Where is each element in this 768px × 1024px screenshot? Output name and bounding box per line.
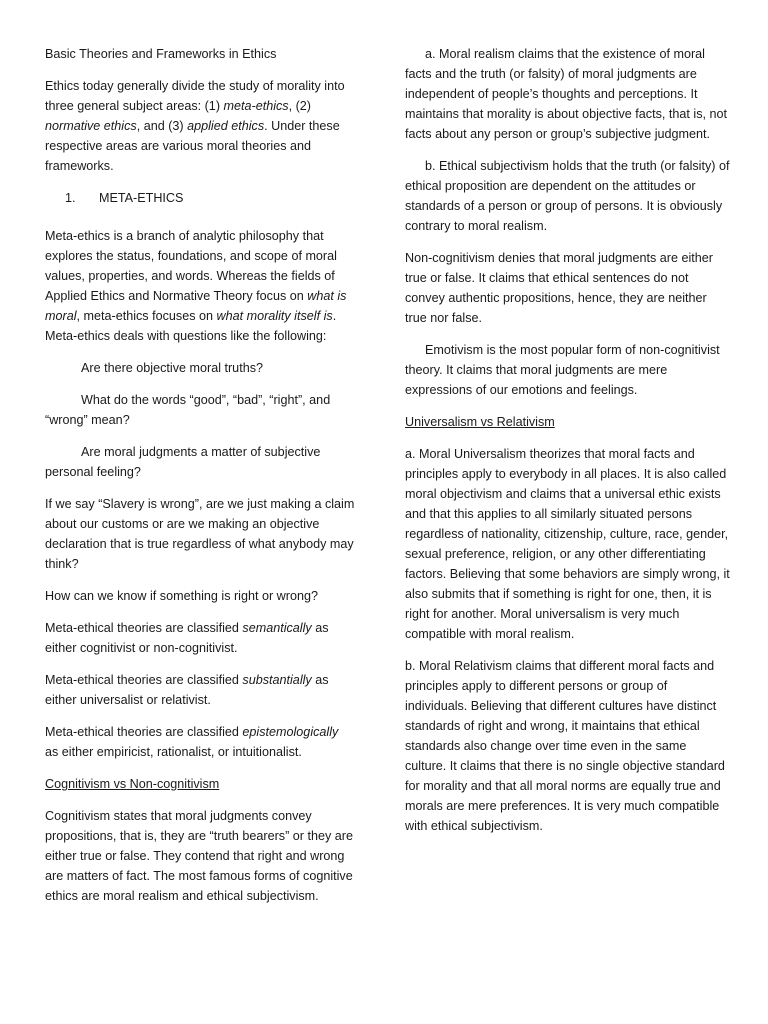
universalism-heading: Universalism vs Relativism [405, 415, 555, 429]
moral-relativism-paragraph: b. Moral Relativism claims that different moral facts and principles apply to different persons or group of individuals. Believing that different cultures have distinct standards of right and wrong, it maintains that ethical standards also change over time even in the same culture. It claims that there is no single objective standard for morality and that all moral norms are equally true and morals are mere preferences. It is very much compatible with ethical subjectivism. [405, 659, 725, 833]
intro-applied-ethics: applied ethics [187, 119, 265, 133]
classified-pre: Meta-ethical theories are classified [45, 621, 243, 635]
intro-meta-ethics: meta-ethics [223, 99, 289, 113]
classified-post: as either universalist or relativist. [45, 673, 329, 707]
meta-def-em-1: what is moral [45, 289, 347, 323]
moral-realism-paragraph: a. Moral realism claims that the existence of moral facts and the truth (or falsity) of moral judgments are independent of people’s thoughts and perceptions. It maintains that morality is about objective facts, that is, not facts about any person or group’s subjective judgment. [405, 47, 727, 141]
classified-em: substantially [242, 673, 312, 687]
classified-post: as either empiricist, rationalist, or intuitionalist. [45, 745, 302, 759]
heading-label: META-ETHICS [99, 191, 184, 205]
non-cognitivism-paragraph: Non-cognitivism denies that moral judgments are either true or false. It claims that ethical sentences do not convey authentic propositions, hence, they are neither true nor false. [405, 251, 713, 325]
classified-pre: Meta-ethical theories are classified [45, 725, 243, 739]
classified-em: epistemologically [242, 725, 339, 739]
intro-text-3: , and (3) [136, 119, 188, 133]
left-column [45, 44, 355, 918]
classified-substantially [45, 670, 355, 710]
ethical-subjectivism-paragraph: b. Ethical subjectivism holds that the truth (or falsity) of ethical proposition are dependent on the attitudes or standards of a person or group of persons. It is obviously contrary to moral realism. [405, 159, 730, 233]
emotivism-paragraph: Emotivism is the most popular form of non-cognitivist theory. It claims that moral judgments are mere expressions of our emotions and feelings. [405, 343, 720, 397]
question-subjective-feeling: Are moral judgments a matter of subjective personal feeling? [45, 445, 321, 479]
heading-number: 1. [65, 191, 76, 205]
question-objective-truths: Are there objective moral truths? [81, 361, 263, 375]
meta-ethics-definition [45, 226, 355, 346]
meta-ethics-heading [45, 188, 355, 208]
classified-semantically [45, 618, 355, 658]
meta-def-em-2: what morality itself is [216, 309, 333, 323]
meta-def-text-1: Meta-ethics is a branch of analytic philosophy that explores the status, foundations, and scope of moral values, properties, and words. Whereas the fields of Applied Ethics and Normative Theory focus on [45, 229, 337, 303]
intro-normative-ethics: normative ethics [45, 119, 137, 133]
intro-text-1: Ethics today generally divide the study of morality into three general subject areas: (1) [45, 79, 345, 113]
classified-pre: Meta-ethical theories are classified [45, 673, 243, 687]
how-know-paragraph: How can we know if something is right or wrong? [45, 589, 318, 603]
meta-def-text-3: . Meta-ethics deals with questions like the following: [45, 309, 337, 343]
cognitivism-paragraph: Cognitivism states that moral judgments convey propositions, that is, they are “truth bearers” or they are either true or false. They contend that right and wrong are matters of fact. The most famous forms of cognitive ethics are moral realism and ethical subjectivism. [45, 809, 353, 903]
intro-text-4: . Under these respective areas are various moral theories and frameworks. [45, 119, 340, 173]
classified-post: as either cognitivist or non-cognitivist. [45, 621, 329, 655]
document-title: Basic Theories and Frameworks in Ethics [45, 47, 277, 61]
intro-text-2: , (2) [288, 99, 311, 113]
classified-em: semantically [242, 621, 312, 635]
meta-def-text-2: , meta-ethics focuses on [76, 309, 217, 323]
classified-epistemologically [45, 722, 355, 762]
intro-paragraph [45, 76, 355, 176]
slavery-paragraph: If we say “Slavery is wrong”, are we just making a claim about our customs or are we making an objective declaration that is true regardless of what anybody may think? [45, 497, 355, 571]
moral-universalism-paragraph: a. Moral Universalism theorizes that moral facts and principles apply to everybody in all places. It is also called moral objectivism and claims that a universal ethic exists and that this applies to all similarly situated persons regardless of nationality, citizenship, culture, race, gender, sexual preference, religion, or any other differentiating factors. Believing that some behaviors are simply wrong, it also submits that if something is right for one, then, it is right for another. Moral universalism is very much compatible with moral realism. [405, 447, 730, 641]
question-words-meaning: What do the words “good”, “bad”, “right”, and “wrong” mean? [45, 393, 331, 427]
right-column [405, 44, 730, 848]
cognitivism-heading: Cognitivism vs Non-cognitivism [45, 777, 220, 791]
